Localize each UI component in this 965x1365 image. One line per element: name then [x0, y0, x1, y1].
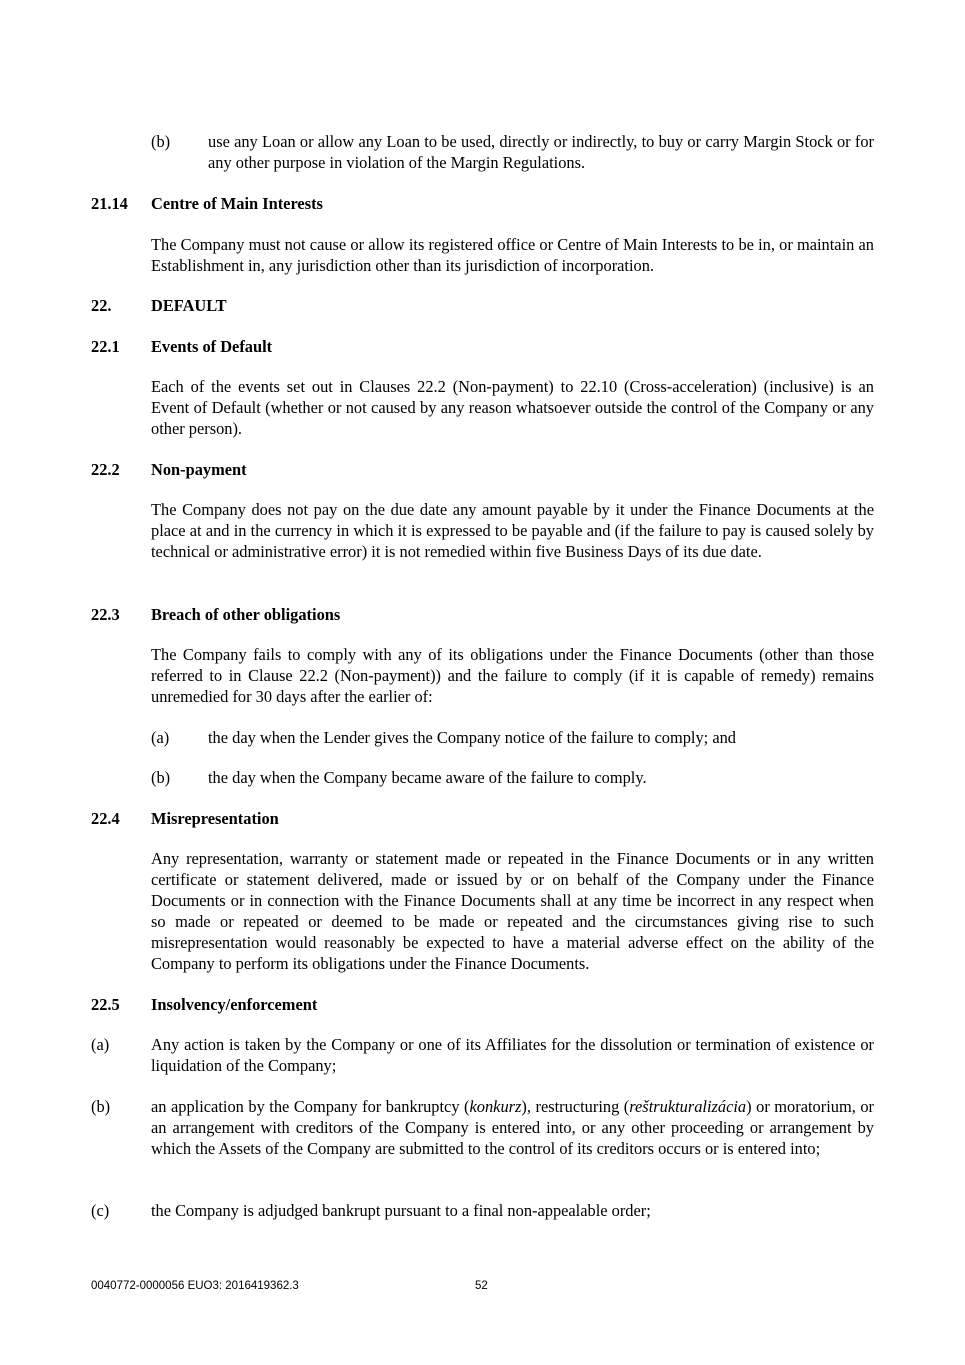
- list-item-text: use any Loan or allow any Loan to be used, directly or indirectly, to buy or carry Margin Stock or for any other purpose in violation of the Margin Regulations.: [208, 132, 874, 172]
- list-item-text: the Company is adjudged bankrupt pursuant to a final non-appealable order;: [151, 1201, 651, 1220]
- section-body: Any representation, warranty or statement made or repeated in the Finance Documents or in any written certificate or statement delivered, made or issued by or on behalf of the Company under the Finance Documents or in connection with the Finance Documents shall at any time be incorrect in any respect when so made or repeated or deemed to be made or repeated and the circumstances giving rise to such misrepresentation would reasonably be expected to have a material adverse effect on the ability of the Company to perform its obligations under the Finance Documents.: [151, 849, 874, 973]
- list-item-text: the day when the Lender gives the Company notice of the failure to comply; and: [208, 728, 736, 747]
- list-item-text: the day when the Company became aware of the failure to comply.: [208, 768, 647, 787]
- section-number: 22.1: [91, 337, 120, 356]
- section-number: 22.5: [91, 995, 120, 1014]
- section-number: 21.14: [91, 194, 128, 213]
- list-item-label: (b): [151, 132, 171, 151]
- section-number: 22.3: [91, 605, 120, 624]
- italic-term: reštrukturalizácia: [629, 1097, 747, 1116]
- section-number: 22.4: [91, 809, 120, 828]
- section-heading: Non-payment: [151, 460, 247, 479]
- text-run: an application by the Company for bankruptcy (: [151, 1097, 470, 1116]
- section-heading: DEFAULT: [151, 296, 227, 315]
- section-body: Each of the events set out in Clauses 22.2 (Non-payment) to 22.10 (Cross-acceleration) (inclusive) is an Event of Default (whether or not caused by any reason whatsoever outside the control of the Company or any other person).: [151, 377, 874, 438]
- footer-doc-reference: 0040772-0000056 EUO3: 2016419362.3: [91, 1280, 299, 1292]
- italic-term: konkurz: [469, 1097, 522, 1116]
- list-item-text: [151, 1096, 874, 1159]
- list-item-label: (a): [91, 1035, 110, 1054]
- list-item-label: (a): [151, 728, 170, 747]
- list-item-label: (c): [91, 1201, 110, 1220]
- section-heading: Breach of other obligations: [151, 605, 341, 624]
- list-item-label: (b): [91, 1097, 111, 1116]
- list-item-text: Any action is taken by the Company or one of its Affiliates for the dissolution or termination of existence or liquidation of the Company;: [151, 1035, 874, 1075]
- footer-page-number: 52: [475, 1280, 488, 1292]
- section-heading: Insolvency/enforcement: [151, 995, 318, 1014]
- section-number: 22.: [91, 296, 112, 315]
- text-run: ) or moratorium, or an arrangement with creditors of the Company is entered into, or any other proceeding or arrangement by which the Assets of the Company are submitted to the control of its creditors occurs or is entered into;: [151, 1097, 874, 1158]
- section-body: The Company does not pay on the due date any amount payable by it under the Finance Documents at the place at and in the currency in which it is expressed to be payable and (if the failure to pay is caused solely by technical or administrative error) it is not remedied within five Business Days of its due date.: [151, 500, 874, 561]
- section-heading: Events of Default: [151, 337, 273, 356]
- section-body: The Company must not cause or allow its registered office or Centre of Main Interests to be in, or maintain an Establishment in, any jurisdiction other than its jurisdiction of incorporation.: [151, 235, 874, 275]
- section-body: The Company fails to comply with any of its obligations under the Finance Documents (other than those referred to in Clause 22.2 (Non-payment)) and the failure to comply (if it is capable of remedy) remains unremedied for 30 days after the earlier of:: [151, 645, 874, 706]
- section-number: 22.2: [91, 460, 120, 479]
- section-heading: Misrepresentation: [151, 809, 279, 828]
- section-heading: Centre of Main Interests: [151, 194, 323, 213]
- list-item-label: (b): [151, 768, 171, 787]
- text-run: ), restructuring (: [521, 1097, 630, 1116]
